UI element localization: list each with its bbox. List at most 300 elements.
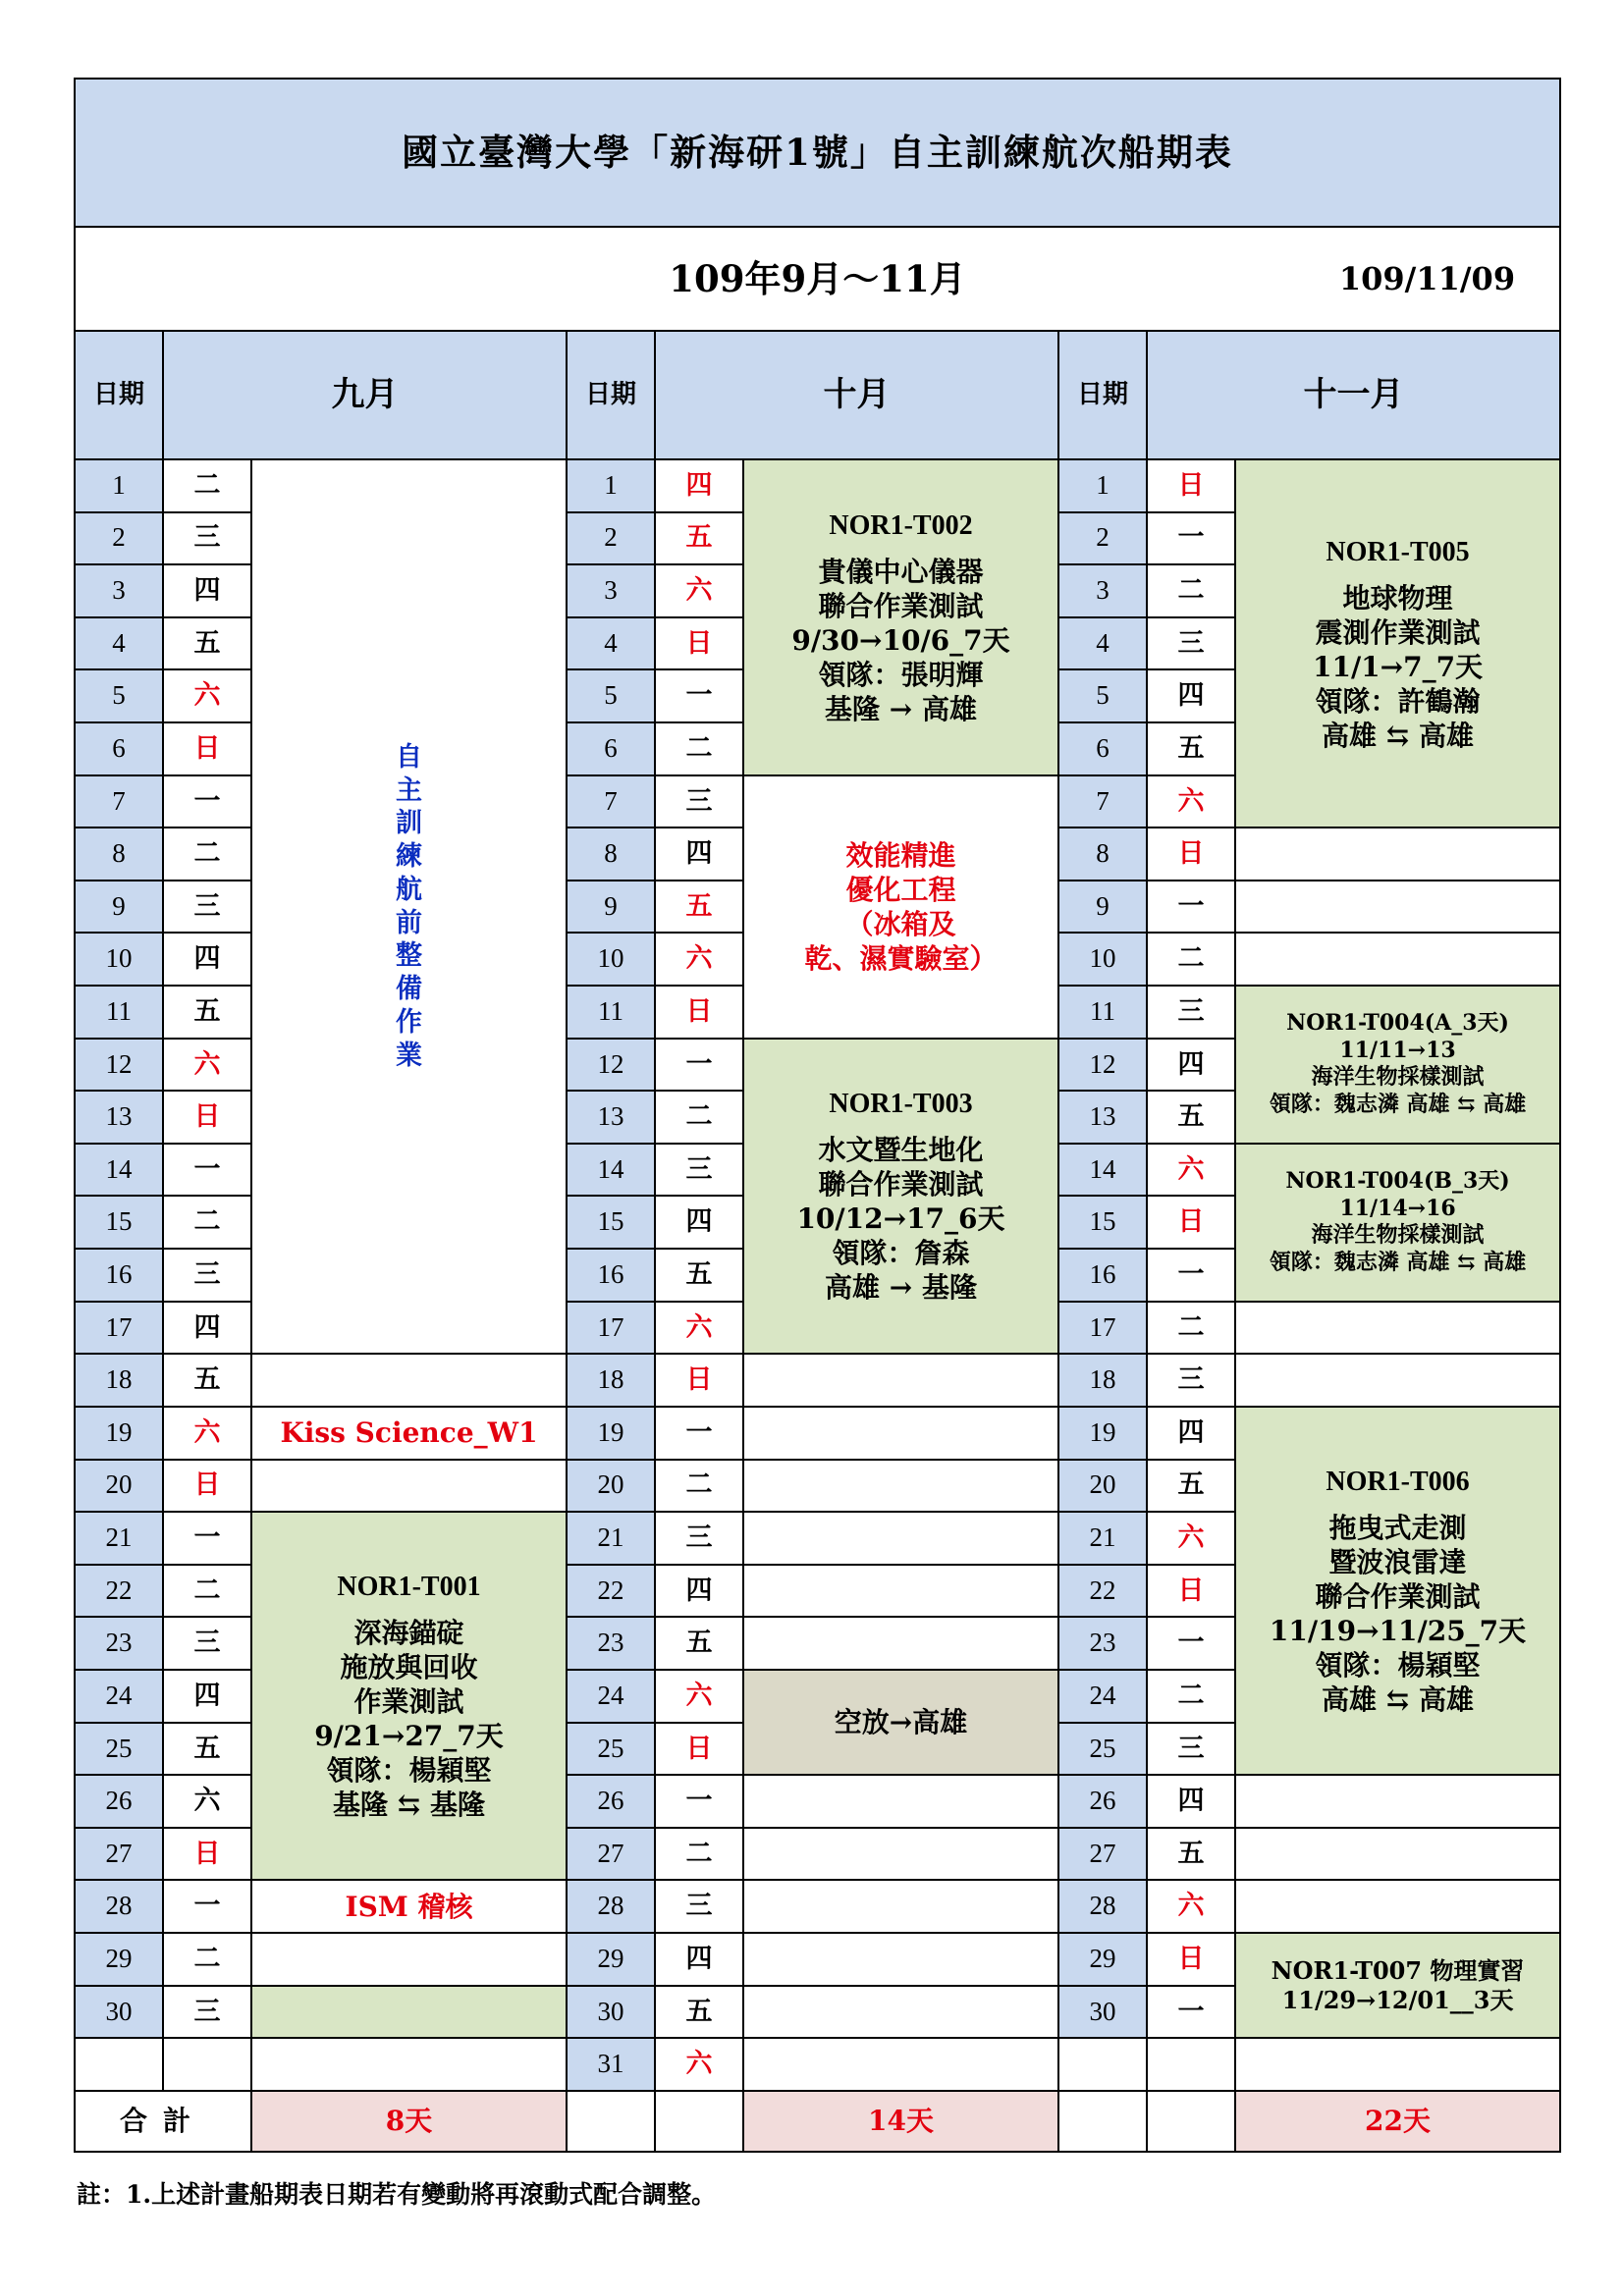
weekday: 一 [163,1880,251,1933]
weekday: 六 [1147,1512,1235,1565]
total-days: 14天 [743,2091,1058,2152]
weekday: 二 [163,1565,251,1618]
empty-cell [743,1828,1058,1881]
day-number: 6 [1058,722,1147,775]
day-number: 28 [75,1880,163,1933]
weekday: 五 [1147,1460,1235,1513]
weekday: 六 [655,564,743,617]
weekday: 三 [1147,986,1235,1039]
weekday: 日 [1147,828,1235,881]
day-number: 3 [567,564,655,617]
event-line: 作 [396,1006,422,1038]
event-line: 深海錨碇 [353,1617,464,1650]
weekday: 二 [1147,564,1235,617]
weekday: 三 [163,1249,251,1302]
empty-cell [251,1933,567,1986]
weekday: 五 [655,1249,743,1302]
event-line: 暨波浪雷達 [1328,1546,1467,1579]
weekday: 一 [1147,1617,1235,1670]
weekday: 二 [163,828,251,881]
day-number: 26 [75,1775,163,1828]
event-line: 11/19→11/25_7天 [1269,1615,1527,1648]
empty-cell [743,1407,1058,1460]
weekday: 日 [163,1460,251,1513]
day-number: 12 [75,1039,163,1092]
event-line: 水文暨生地化 [818,1134,984,1167]
day-number: 1 [75,459,163,512]
day-number: 23 [567,1617,655,1670]
weekday: 日 [163,722,251,775]
event-line: 練 [396,841,422,873]
event-line: （冰箱及 [845,907,956,940]
event-line: 領隊：張明輝 [818,658,984,691]
weekday: 五 [1147,722,1235,775]
weekday: 一 [655,1775,743,1828]
page-title: 國立臺灣大學「新海研1號」自主訓練航次船期表 [75,79,1560,227]
empty-cell [1147,2091,1235,2152]
weekday: 六 [655,933,743,986]
event-line: 9/30→10/6_7天 [791,623,1010,657]
day-number: 21 [567,1512,655,1565]
day-number: 18 [567,1354,655,1407]
weekday: 二 [1147,1302,1235,1355]
day-number: 28 [567,1880,655,1933]
day-number: 18 [75,1354,163,1407]
event-line: 領隊：魏志潾 高雄 ⇆ 高雄 [1269,1249,1527,1275]
weekday: 四 [1147,1039,1235,1092]
event-line: 高雄 ⇆ 高雄 [1322,1683,1475,1717]
weekday: 六 [163,1407,251,1460]
day-number: 11 [1058,986,1147,1039]
empty-cell [743,1460,1058,1513]
schedule-table [74,78,1561,2153]
event-line: 高雄 → 基隆 [825,1271,977,1305]
event-line: 業 [396,1040,422,1071]
empty-cell [75,2038,163,2091]
weekday: 三 [1147,1354,1235,1407]
event-line: ISM 稽核 [345,1890,473,1923]
day-number: 17 [567,1302,655,1355]
event-line: 主 [396,774,422,806]
event-code: NOR1-T001 [337,1572,481,1603]
subtitle: 109年9月～11月 [669,256,966,300]
day-number: 20 [567,1460,655,1513]
empty-cell [1235,1828,1560,1881]
weekday: 五 [655,512,743,565]
weekday: 四 [655,828,743,881]
weekday: 一 [1147,1249,1235,1302]
day-number: 13 [75,1091,163,1144]
day-number: 11 [75,986,163,1039]
event-line: 聯合作業測試 [818,589,984,622]
day-number: 10 [1058,933,1147,986]
empty-cell [1235,1880,1560,1933]
day-number: 30 [75,1986,163,2039]
day-number: 25 [75,1723,163,1776]
day-number: 30 [1058,1986,1147,2039]
month-header: 十一月 [1147,331,1560,459]
event-line: 貴儀中心儀器 [818,555,984,588]
day-number: 24 [567,1670,655,1723]
day-row [75,1933,1560,1986]
event-line: 優化工程 [845,873,956,906]
weekday: 一 [163,775,251,828]
weekday: 三 [163,1617,251,1670]
date-header: 日期 [1058,331,1147,459]
event-line: 空放→高雄 [834,1706,968,1739]
weekday: 四 [163,564,251,617]
day-number: 27 [75,1828,163,1881]
empty-cell [743,1986,1058,2039]
weekday: 六 [163,669,251,722]
event-line: 聯合作業測試 [1315,1580,1481,1614]
event-line: 航 [396,874,422,905]
day-number: 27 [1058,1828,1147,1881]
weekday: 一 [655,1407,743,1460]
event-cell [1235,986,1560,1144]
weekday: 六 [655,1302,743,1355]
weekday: 三 [1147,1723,1235,1776]
day-number: 3 [1058,564,1147,617]
month-header: 九月 [163,331,567,459]
day-number: 7 [1058,775,1147,828]
weekday: 日 [655,986,743,1039]
day-number: 19 [567,1407,655,1460]
day-number: 4 [567,617,655,670]
total-days: 22天 [1235,2091,1560,2152]
day-number: 21 [1058,1512,1147,1565]
event-line: 前 [396,907,422,938]
day-number: 8 [567,828,655,881]
footnote: 註：1.上述計畫船期表日期若有變動將再滾動式配合調整。 [77,2180,717,2209]
day-number: 24 [1058,1670,1147,1723]
day-number: 14 [1058,1144,1147,1197]
weekday: 日 [1147,459,1235,512]
weekday: 四 [655,459,743,512]
empty-cell [1235,1354,1560,1407]
event-line: NOR1-T004(B_3天) [1285,1168,1510,1195]
event-cell [251,1512,567,1880]
day-number: 22 [1058,1565,1147,1618]
month-header-row [75,331,1560,459]
day-number: 3 [75,564,163,617]
empty-cell [1235,1775,1560,1828]
event-line: 11/14→16 [1339,1195,1456,1221]
day-number: 8 [1058,828,1147,881]
day-number: 29 [567,1933,655,1986]
event-line: 乾、濕實驗室） [804,941,998,975]
weekday: 一 [655,669,743,722]
day-number: 13 [1058,1091,1147,1144]
weekday: 一 [163,1144,251,1197]
weekday: 二 [163,1933,251,1986]
event-line: 整 [396,940,422,972]
empty-cell [567,2091,655,2152]
total-row [75,2091,1560,2152]
empty-cell [1235,828,1560,881]
event-code: NOR1-T006 [1326,1467,1470,1498]
day-number: 7 [75,775,163,828]
weekday: 二 [655,1828,743,1881]
day-row [75,2038,1560,2091]
event-line: 自 [396,741,422,773]
empty-cell [743,1617,1058,1670]
empty-cell [1147,2038,1235,2091]
weekday: 三 [163,1986,251,2039]
empty-cell [1235,881,1560,934]
event-code: NOR1-T002 [829,509,973,541]
weekday: 二 [1147,1670,1235,1723]
day-number: 22 [75,1565,163,1618]
event-code: NOR1-T003 [829,1089,973,1120]
empty-cell [743,1565,1058,1618]
day-number: 25 [1058,1723,1147,1776]
weekday: 日 [655,1723,743,1776]
day-number: 19 [1058,1407,1147,1460]
day-number: 5 [567,669,655,722]
day-number: 25 [567,1723,655,1776]
weekday: 四 [1147,669,1235,722]
day-number: 8 [75,828,163,881]
day-row [75,1354,1560,1407]
weekday: 六 [655,1670,743,1723]
day-number: 28 [1058,1880,1147,1933]
total-label: 合計 [75,2091,251,2152]
event-cell [743,775,1058,1039]
day-number: 20 [1058,1460,1147,1513]
event-line: 10/12→17_6天 [796,1202,1005,1236]
day-number: 26 [567,1775,655,1828]
date-header: 日期 [75,331,163,459]
event-cell [251,1986,567,2039]
day-row [75,1407,1560,1460]
event-line: 領隊：楊穎堅 [1315,1649,1481,1682]
event-cell [1235,1933,1560,2038]
weekday: 四 [1147,1775,1235,1828]
event-cell [743,1670,1058,1775]
day-number: 23 [1058,1617,1147,1670]
weekday: 六 [1147,775,1235,828]
empty-cell [743,1880,1058,1933]
weekday: 六 [1147,1880,1235,1933]
event-line: 聯合作業測試 [818,1168,984,1201]
day-number: 31 [567,2038,655,2091]
event-cell [1235,1407,1560,1775]
event-line: 海洋生物採樣測試 [1311,1222,1485,1249]
subtitle-row [75,227,1560,331]
event-code: NOR1-T005 [1326,536,1470,567]
month-header: 十月 [655,331,1058,459]
event-line: 基隆 → 高雄 [825,692,977,725]
empty-cell [743,2038,1058,2091]
weekday: 四 [655,1196,743,1249]
empty-cell [251,1460,567,1513]
day-number: 12 [567,1039,655,1092]
day-number: 5 [75,669,163,722]
weekday: 三 [655,775,743,828]
day-number: 5 [1058,669,1147,722]
day-number: 12 [1058,1039,1147,1092]
day-number: 9 [1058,881,1147,934]
event-cell [1235,1144,1560,1302]
empty-cell [1058,2091,1147,2152]
day-row [75,1880,1560,1933]
weekday: 二 [1147,933,1235,986]
day-number: 20 [75,1460,163,1513]
weekday: 三 [655,1512,743,1565]
empty-cell [251,1354,567,1407]
weekday: 三 [163,512,251,565]
day-number: 24 [75,1670,163,1723]
event-line: NOR1-T004(A_3天) [1286,1010,1509,1037]
weekday: 一 [1147,512,1235,565]
day-number: 11 [567,986,655,1039]
event-cell [251,459,567,1354]
event-line: 效能精進 [845,838,956,872]
event-cell [251,1880,567,1933]
event-line: 高雄 ⇆ 高雄 [1322,719,1475,752]
empty-cell [1235,2038,1560,2091]
weekday: 一 [163,1512,251,1565]
weekday: 二 [655,1460,743,1513]
empty-cell [1235,1302,1560,1355]
event-line: 地球物理 [1342,581,1453,614]
day-number: 6 [567,722,655,775]
weekday: 三 [163,881,251,934]
event-line: NOR1-T007 物理實習 [1271,1955,1525,1985]
weekday: 三 [1147,617,1235,670]
day-number: 2 [1058,512,1147,565]
day-number: 4 [75,617,163,670]
weekday: 五 [163,617,251,670]
day-number: 6 [75,722,163,775]
day-number: 10 [567,933,655,986]
event-cell [743,1039,1058,1355]
empty-cell [743,1933,1058,1986]
day-number: 1 [567,459,655,512]
empty-cell [743,1775,1058,1828]
day-number: 29 [75,1933,163,1986]
event-cell [251,1407,567,1460]
day-number: 16 [75,1249,163,1302]
day-number: 2 [75,512,163,565]
weekday: 四 [163,933,251,986]
title-row [75,79,1560,227]
event-line: 備 [396,974,422,1005]
day-number: 16 [1058,1249,1147,1302]
day-number: 17 [1058,1302,1147,1355]
day-number: 21 [75,1512,163,1565]
weekday: 日 [163,1828,251,1881]
event-line: 11/29→12/01__3天 [1281,1985,1514,2014]
weekday: 四 [655,1933,743,1986]
day-number: 7 [567,775,655,828]
subtitle-cell [75,227,1560,331]
event-line: 訓 [396,808,422,839]
weekday: 五 [163,1723,251,1776]
weekday: 日 [1147,1196,1235,1249]
weekday: 二 [655,1091,743,1144]
weekday: 四 [655,1565,743,1618]
event-line: 11/1→7_7天 [1312,650,1484,683]
weekday: 五 [1147,1091,1235,1144]
day-number: 29 [1058,1933,1147,1986]
event-line: 領隊：魏志潾 高雄 ⇆ 高雄 [1269,1091,1527,1117]
event-line: 震測作業測試 [1315,615,1481,649]
day-number: 23 [75,1617,163,1670]
event-line: Kiss Science_W1 [280,1416,538,1450]
empty-cell [1235,933,1560,986]
weekday: 六 [655,2038,743,2091]
weekday: 三 [655,1880,743,1933]
date-header: 日期 [567,331,655,459]
day-number: 16 [567,1249,655,1302]
empty-cell [743,1354,1058,1407]
day-number: 30 [567,1986,655,2039]
total-days: 8天 [251,2091,567,2152]
empty-cell [655,2091,743,2152]
weekday: 一 [1147,881,1235,934]
weekday: 一 [1147,1986,1235,2039]
weekday: 二 [163,459,251,512]
weekday: 六 [163,1039,251,1092]
weekday: 三 [655,1144,743,1197]
weekday: 日 [655,617,743,670]
weekday: 五 [163,986,251,1039]
day-number: 4 [1058,617,1147,670]
day-number: 9 [75,881,163,934]
day-number: 9 [567,881,655,934]
event-cell [743,459,1058,775]
day-number: 27 [567,1828,655,1881]
revision-date: 109/11/09 [1338,259,1516,297]
empty-cell [163,2038,251,2091]
event-line: 領隊：許鶴瀚 [1315,684,1481,718]
weekday: 四 [1147,1407,1235,1460]
weekday: 六 [1147,1144,1235,1197]
weekday: 日 [655,1354,743,1407]
empty-cell [251,2038,567,2091]
weekday: 五 [655,1986,743,2039]
weekday: 五 [1147,1828,1235,1881]
event-line: 施放與回收 [340,1651,478,1684]
day-number: 18 [1058,1354,1147,1407]
day-number: 22 [567,1565,655,1618]
day-number: 17 [75,1302,163,1355]
event-cell [1235,459,1560,828]
event-line: 作業測試 [353,1685,464,1719]
day-number: 14 [567,1144,655,1197]
day-number: 2 [567,512,655,565]
day-number: 26 [1058,1775,1147,1828]
day-number: 14 [75,1144,163,1197]
day-number: 15 [75,1196,163,1249]
event-line: 9/21→27_7天 [314,1720,504,1753]
weekday: 二 [655,722,743,775]
weekday: 日 [1147,1565,1235,1618]
day-number: 19 [75,1407,163,1460]
event-line: 基隆 ⇆ 基隆 [333,1789,485,1822]
event-line: 海洋生物採樣測試 [1311,1064,1485,1091]
day-number: 10 [75,933,163,986]
weekday: 四 [163,1302,251,1355]
day-row [75,459,1560,512]
day-number: 15 [1058,1196,1147,1249]
weekday: 六 [163,1775,251,1828]
weekday: 五 [655,881,743,934]
event-line: 11/11→13 [1339,1037,1456,1063]
weekday: 四 [163,1670,251,1723]
